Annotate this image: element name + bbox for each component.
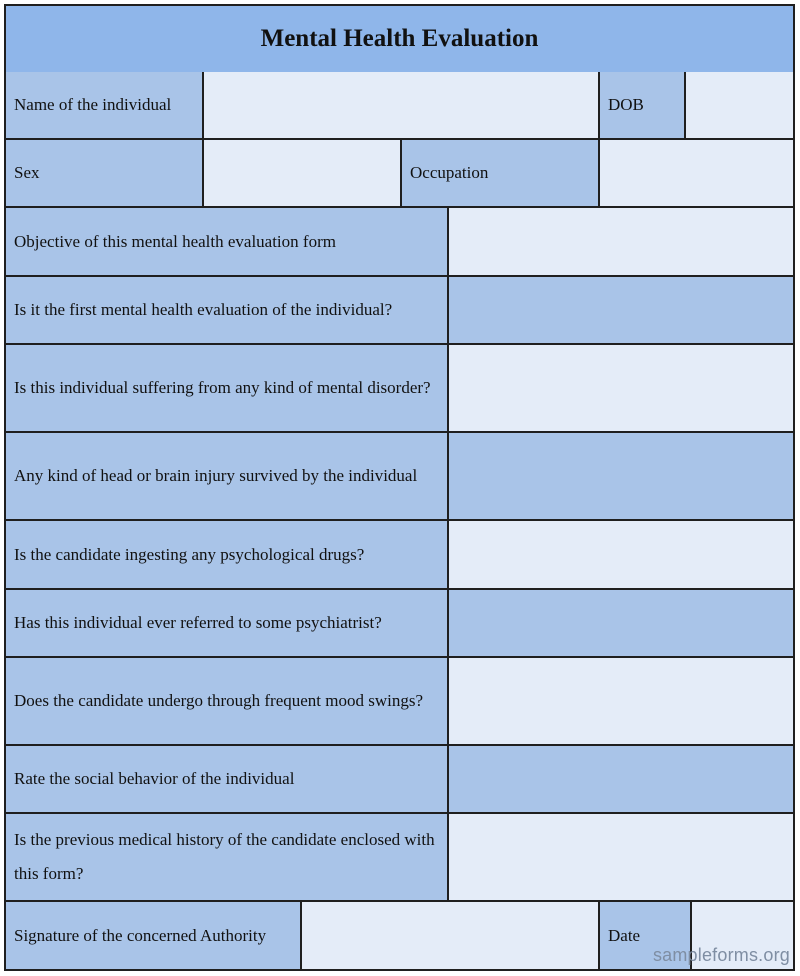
row-sex-occupation [6, 140, 793, 208]
answer-field-cell [449, 814, 793, 900]
question-row [6, 277, 793, 345]
question-label: Is the previous medical history of the candidate enclosed with this form? [6, 814, 449, 900]
occupation-field[interactable] [600, 140, 793, 206]
answer-field[interactable] [449, 814, 793, 900]
answer-field[interactable] [449, 433, 793, 519]
date-label: Date [600, 902, 692, 969]
question-row [6, 433, 793, 521]
answer-field[interactable] [449, 277, 793, 343]
answer-field-cell [449, 521, 793, 588]
name-field[interactable] [204, 72, 598, 138]
signature-field-cell [302, 902, 600, 969]
name-label: Name of the individual [6, 72, 204, 138]
question-label: Does the candidate undergo through frequent mood swings? [6, 658, 449, 744]
question-label: Is it the first mental health evaluation of the individual? [6, 277, 449, 343]
signature-label: Signature of the concerned Authority [6, 902, 302, 969]
form-title: Mental Health Evaluation [6, 6, 793, 74]
answer-field[interactable] [449, 521, 793, 588]
answer-field-cell [449, 746, 793, 812]
occupation-field-cell [600, 140, 793, 206]
row-name-dob [6, 72, 793, 140]
watermark: sampleforms.org [652, 945, 790, 965]
answer-field[interactable] [449, 746, 793, 812]
question-label: Is the candidate ingesting any psychological drugs? [6, 521, 449, 588]
answer-field-cell [449, 433, 793, 519]
question-row [6, 590, 793, 658]
question-row [6, 521, 793, 590]
answer-field-cell [449, 277, 793, 343]
evaluation-form [4, 4, 795, 971]
sex-label: Sex [6, 140, 204, 206]
sex-field[interactable] [204, 140, 400, 206]
question-row [6, 814, 793, 902]
occupation-label: Occupation [402, 140, 600, 206]
dob-label: DOB [600, 72, 686, 138]
name-field-cell [204, 72, 600, 138]
answer-field[interactable] [449, 345, 793, 431]
question-label: Has this individual ever referred to some psychiatrist? [6, 590, 449, 656]
question-label: Objective of this mental health evaluation form [6, 208, 449, 275]
question-row [6, 658, 793, 746]
question-row [6, 746, 793, 814]
answer-field[interactable] [449, 658, 793, 744]
question-label: Rate the social behavior of the individual [6, 746, 449, 812]
question-label: Any kind of head or brain injury survived by the individual [6, 433, 449, 519]
dob-field-cell [686, 72, 793, 138]
answer-field-cell [449, 658, 793, 744]
answer-field-cell [449, 208, 793, 275]
answer-field[interactable] [449, 208, 793, 275]
answer-field-cell [449, 590, 793, 656]
dob-field[interactable] [686, 72, 793, 138]
question-row [6, 208, 793, 277]
answer-field[interactable] [449, 590, 793, 656]
sex-field-cell [204, 140, 402, 206]
question-label: Is this individual suffering from any kind of mental disorder? [6, 345, 449, 431]
signature-field[interactable] [302, 902, 598, 969]
answer-field-cell [449, 345, 793, 431]
question-row [6, 345, 793, 433]
